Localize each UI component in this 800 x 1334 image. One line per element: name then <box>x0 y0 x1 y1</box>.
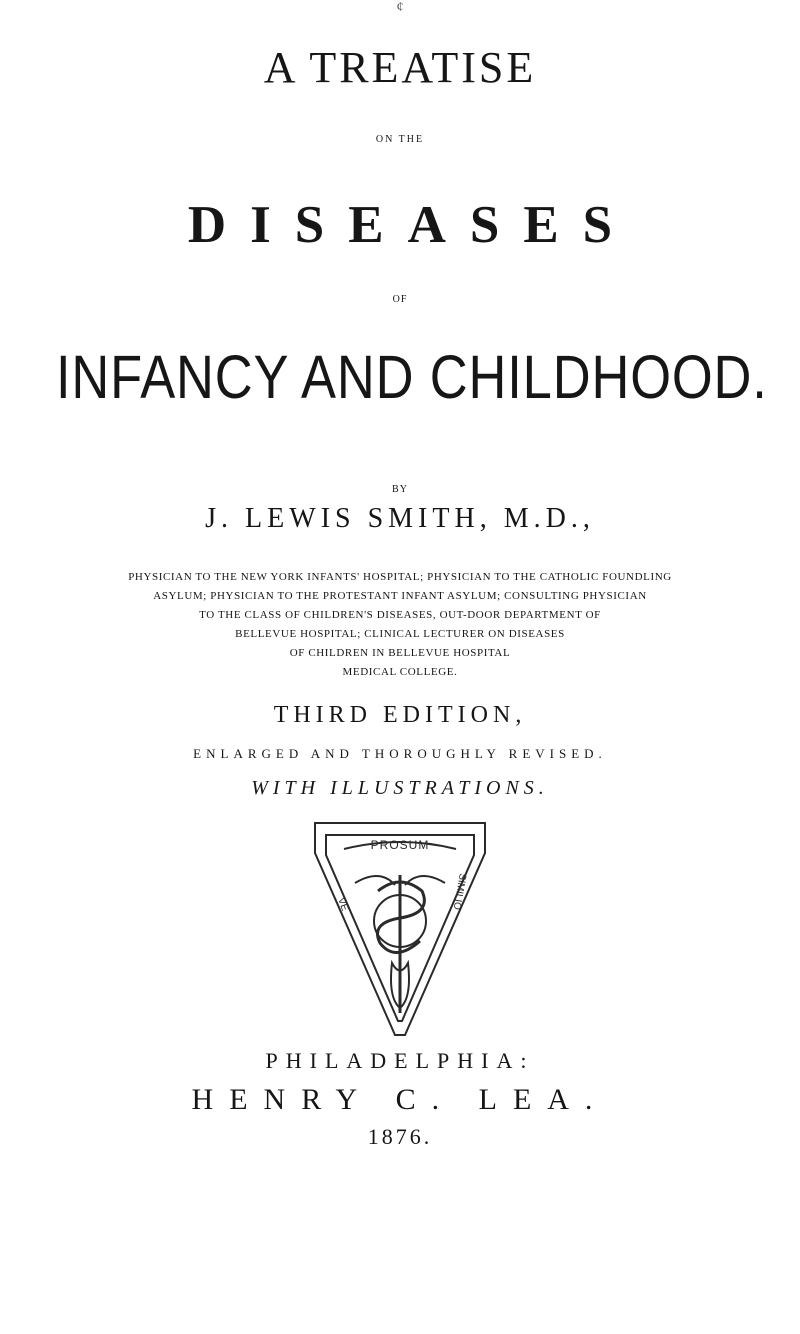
top-mark: ¢ <box>396 0 404 15</box>
edition-note: ENLARGED AND THOROUGHLY REVISED. <box>193 746 607 761</box>
author-credits <box>0 568 800 682</box>
edition: THIRD EDITION, <box>273 702 527 728</box>
credit-line: OF CHILDREN IN BELLEVUE HOSPITAL <box>289 647 511 659</box>
by-label: BY <box>392 484 408 495</box>
title-on-the: ON THE <box>375 134 425 145</box>
title-treatise: A TREATISE <box>263 43 537 92</box>
emblem-left-letters: VE <box>335 896 351 913</box>
publisher-emblem <box>300 813 500 1043</box>
emblem-right-letters: SIMILIO <box>450 872 468 911</box>
credit-line: TO THE CLASS OF CHILDREN'S DISEASES, OUT-DOOR DEPARTMENT OF <box>199 609 601 621</box>
title-diseases: DISEASES <box>187 196 637 254</box>
credit-line: ASYLUM; PHYSICIAN TO THE PROTESTANT INFANT ASYLUM; CONSULTING PHYSICIAN <box>153 590 647 602</box>
illustrations-note: WITH ILLUSTRATIONS. <box>251 777 549 799</box>
credit-line: MEDICAL COLLEGE. <box>342 666 458 678</box>
publication-year: 1876. <box>367 1124 433 1149</box>
banner-text: PROSUM <box>370 838 430 852</box>
credit-line: BELLEVUE HOSPITAL; CLINICAL LECTURER ON DISEASES <box>235 628 565 640</box>
publisher-name: HENRY C. LEA. <box>191 1083 609 1116</box>
title-infancy-childhood: INFANCY AND CHILDHOOD. <box>56 343 768 411</box>
credit-line: PHYSICIAN TO THE NEW YORK INFANTS' HOSPITAL; PHYSICIAN TO THE CATHOLIC FOUNDLING <box>128 571 672 583</box>
author-name: J. LEWIS SMITH, M.D., <box>205 503 595 534</box>
title-of: OF <box>392 294 408 305</box>
publication-place: PHILADELPHIA: <box>265 1048 535 1073</box>
